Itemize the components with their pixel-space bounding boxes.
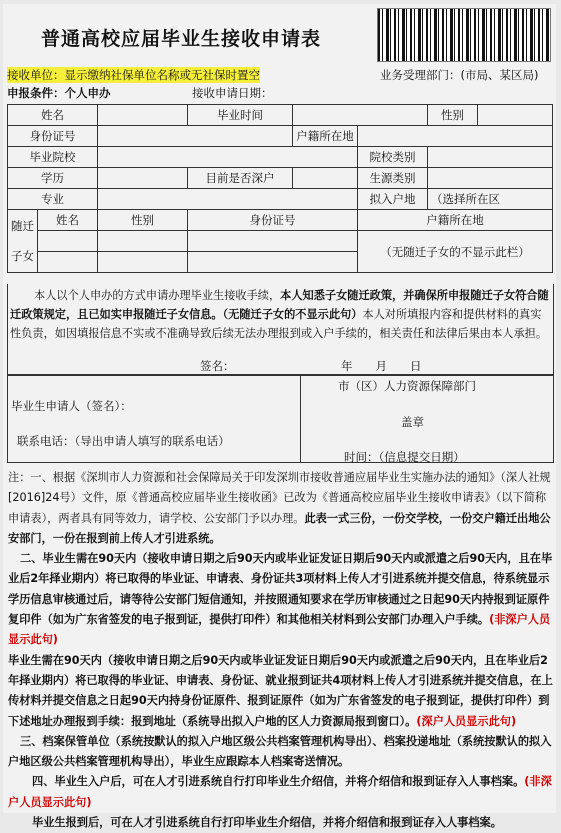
label-student-src: 生源类别 [358,168,428,189]
business-dept: 业务受理部门：(市局、某区局) [380,68,539,82]
label-school: 毕业院校 [8,147,98,168]
label-school-type: 院校类别 [358,147,428,168]
receiving-unit: 接收单位：显示缴纳社保单位名称或无社保时置空 [7,68,260,82]
note-2: 二、毕业生需在90天内（接收申请日期之后90天内或毕业证发证日期后90天内或派遣之后90天内，且在毕业后2年择业期内）将已取得的毕业证、申请表、身份证共3项材料上传人才引进系统并提交信息，待系统显示学历信息审核通过后，请等待公安部门短信通知，并按照通知要求在学历审核通过之日起90天内持报到证原件复印件（如为广东省签发的电子报到证，提供打印件）和其他相关材料到公安部门办理入户手续。(非深户人员显示此句) [8,552,553,647]
note-2-cont: 毕业生需在90天内（接收申请日期之后90天内或毕业证发证日期后90天内或派遣之后90天内，且在毕业后2年择业期内）将已取得的毕业证、申请表、身份证、就业报到证共4项材料上传人才引进系统并提交信息，在上传材料并提交信息之日起90天内持身份证原件、报到证原件（如为广东省签发的电子报到证，提供打印件）到下述地址办理报到手续：报到地址（系统导出拟入户地的区人力资源局报到窗口）。(深户人员显示此句) [8,653,553,728]
receive-date: 接收申请日期： [192,86,273,100]
applicant-info-table [7,104,553,273]
note-4: 四、毕业生入户后，可在人才引进系统自行打印毕业生介绍信，并将介绍信和报到证存入人事档案。(非深户人员显示此句) [8,775,552,809]
value-id-no [98,126,293,147]
kid-cell [98,231,188,252]
value-edu [98,168,188,189]
kid-col-id: 身份证号 [188,210,358,231]
label-target: 拟入户地 [358,189,428,210]
kid-cell [188,231,358,252]
kid-cell [38,252,98,273]
notes-section [8,468,554,833]
value-name [98,105,188,126]
label-edu: 学历 [8,168,98,189]
value-school [98,147,358,168]
note-3: 三、档案保管单位（系统按默认的拟入户地区级公共档案管理机构导出）、档案投递地址（系统按默认的拟入户地区级公共档案管理机构导出），毕业生应跟踪本人档案寄送情况。 [8,734,552,769]
label-sz-hukou: 目前是否深户 [188,168,293,189]
applicant-signature: 毕业生申请人（签名）： [11,399,132,413]
kid-col-gender: 性别 [98,210,188,231]
value-school-type [428,147,553,168]
value-student-src [428,168,553,189]
label-id-no: 身份证号 [8,126,98,147]
apply-condition: 申报条件：个人申办 [7,86,111,100]
sign-date: 年 月 日 [341,359,422,373]
label-name: 姓名 [8,105,98,126]
label-accompanying-kids: 随迁子女 [8,210,38,273]
hr-bureau: 市（区）人力资源保障部门 [338,379,476,393]
note-4-cont: 毕业生报到后，可在人才引进系统自行打印毕业生介绍信，并将介绍信和报到证存入人事档案。 [32,816,502,830]
note-1: 注：一、根据《深圳市人力资源和社会保障局关于印发深圳市接收普通应届毕业生实施办法的通知》（深人社规[2016]24号）文件，原《普通高校应届毕业生接收函》已改为《普通高校应届毕业生接收申请表》（以下简称申请表），两者具有同等效力，请学校、公安部门予以办理。此表一式三份，一份交学校，一份交户籍迁出地公安部门，一份在报到前上传人才引进系统。 [8,471,551,545]
value-hukou [358,126,553,147]
barcode [377,8,551,62]
sign-label: 签名： [200,359,235,373]
value-sz-hukou [293,168,358,189]
statement-text: 本人以个人申办的方式申请办理毕业生接收手续，本人知悉子女随迁政策，并确保所申报随迁子女符合随迁政策规定，且已如实申报随迁子女信息。（无随迁子女的不显示此句）本人对所填报内容和提供材料的真实性负责，如因填报信息不实或不准确导致后续无法办理报到或入户手续的，相关责任和法律后果由本人承担。 [10,289,549,340]
kid-col-hukou: 户籍所在地 [358,210,553,231]
kid-note: （无随迁子女的不显示此栏） [358,231,553,273]
submit-time: 时间：（信息提交日期） [344,450,465,464]
label-grad-time: 毕业时间 [188,105,293,126]
approval-divider [300,376,301,462]
label-major: 专业 [8,189,98,210]
kid-col-name: 姓名 [38,210,98,231]
kid-cell [38,231,98,252]
value-grad-time [293,105,428,126]
kid-cell [98,252,188,273]
seal-label: 盖章 [401,415,424,429]
value-target: （选择所在区 [428,189,553,210]
value-major [98,189,358,210]
form-title: 普通高校应届毕业生接收申请表 [41,28,322,50]
label-gender: 性别 [428,105,478,126]
value-gender [478,105,553,126]
kid-cell [188,252,358,273]
contact-phone: 联系电话：（导出申请人填写的联系电话） [17,434,230,448]
label-hukou: 户籍所在地 [293,126,358,147]
application-form-page [3,4,556,830]
